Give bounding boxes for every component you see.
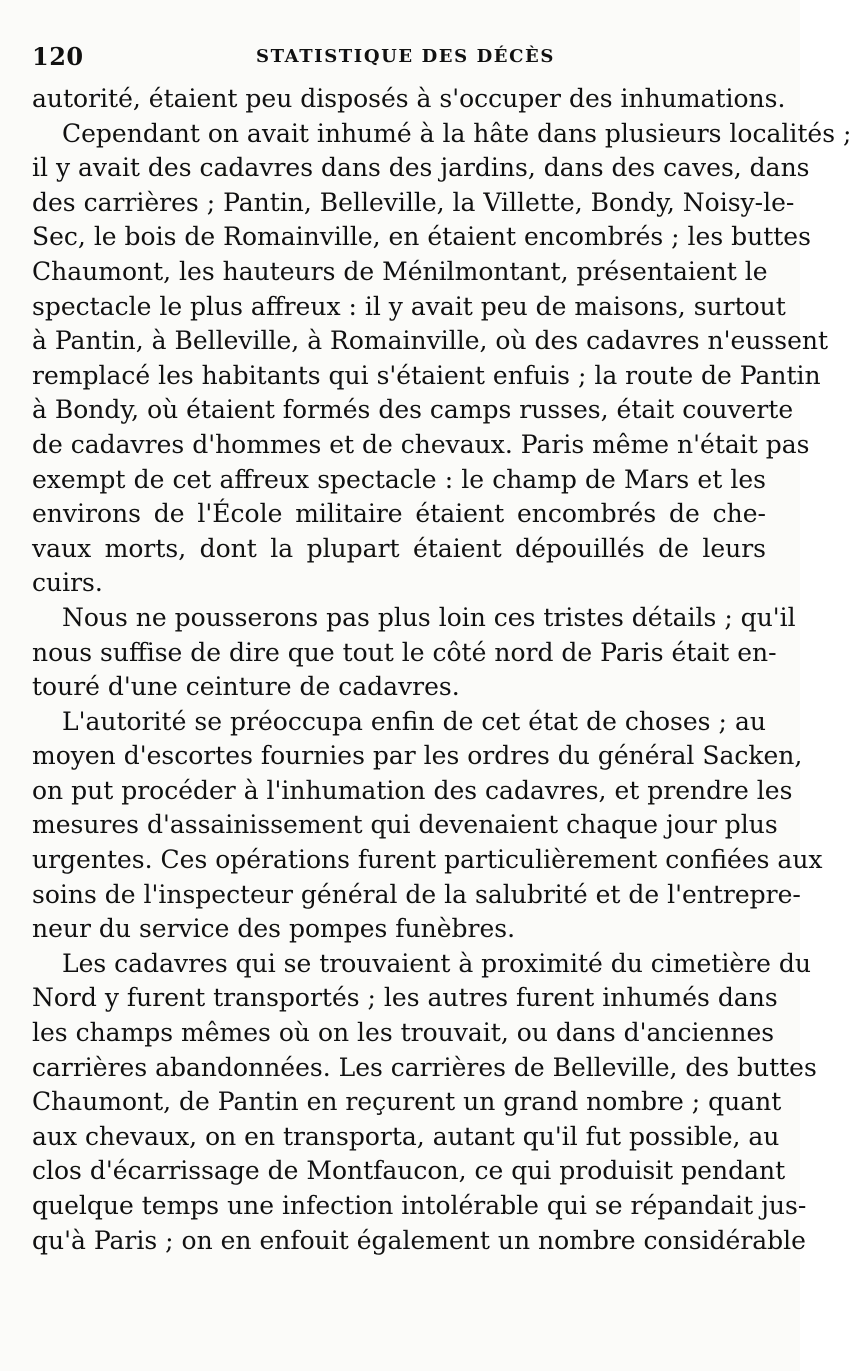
text-line: qu'à Paris ; on en enfouit également un nombre considérable — [32, 1225, 806, 1255]
page-number: 120 — [32, 42, 84, 71]
text-line: moyen d'escortes fournies par les ordres du général Sacken, — [32, 741, 803, 771]
text-line: Nous ne pousserons pas plus loin ces tristes détails ; qu'il — [62, 602, 796, 632]
text-line: il y avait des cadavres dans des jardins, dans des caves, dans — [32, 153, 810, 183]
text-line: cuirs. — [32, 568, 103, 598]
text-line: remplacé les habitants qui s'étaient enfuis ; la route de Pantin — [32, 360, 821, 390]
page-header — [30, 38, 770, 72]
text-line: Les cadavres qui se trouvaient à proximité du cimetière du — [62, 948, 811, 978]
text-line: urgentes. Ces opérations furent particulièrement confiées aux — [32, 845, 823, 875]
text-line: autorité, étaient peu disposés à s'occuper des inhumations. — [32, 84, 786, 113]
running-title: STATISTIQUE DES DÉCÈS — [256, 46, 555, 67]
text-line: mesures d'assainissement qui devenaient chaque jour plus — [32, 810, 778, 840]
text-line: quelque temps une infection intolérable qui se répandait jus- — [32, 1191, 807, 1220]
body-text — [32, 82, 851, 1258]
text-line: de cadavres d'hommes et de chevaux. Paris même n'était pas — [32, 429, 810, 459]
text-line: soins de l'inspecteur général de la salubrité et de l'entrepre- — [32, 879, 801, 909]
text-line: aux chevaux, on en transporta, autant qu'il fut possible, au — [32, 1121, 780, 1151]
text-line: exempt de cet affreux spectacle : le champ de Mars et les — [32, 464, 766, 494]
text-line: Nord y furent transportés ; les autres furent inhumés dans — [32, 983, 778, 1013]
text-line: vaux morts, dont la plupart étaient dépouillés de leurs — [32, 533, 766, 563]
text-line: à Bondy, où étaient formés des camps russes, était couverte — [32, 395, 794, 425]
text-line: nous suffise de dire que tout le côté nord de Paris était en- — [32, 637, 777, 667]
text-line: touré d'une ceinture de cadavres. — [32, 672, 460, 702]
text-line: clos d'écarrissage de Montfaucon, ce qui produisit pendant — [32, 1156, 786, 1186]
text-line: environs de l'École militaire étaient encombrés de che- — [32, 499, 766, 529]
text-line: Chaumont, de Pantin en reçurent un grand nombre ; quant — [32, 1087, 782, 1117]
text-line: spectacle le plus affreux : il y avait peu de maisons, surtout — [32, 291, 786, 321]
text-line: Sec, le bois de Romainville, en étaient encombrés ; les buttes — [32, 222, 811, 252]
text-line: L'autorité se préoccupa enfin de cet état de choses ; au — [62, 706, 766, 736]
text-line: des carrières ; Pantin, Belleville, la Villette, Bondy, Noisy-le- — [32, 187, 795, 217]
text-line: les champs mêmes où on les trouvait, ou dans d'anciennes — [32, 1018, 775, 1048]
text-line: carrières abandonnées. Les carrières de Belleville, des buttes — [32, 1052, 817, 1082]
text-line: à Pantin, à Belleville, à Romainville, où des cadavres n'eussent — [32, 326, 829, 356]
text-line: on put procéder à l'inhumation des cadavres, et prendre les — [32, 775, 793, 805]
text-line: Chaumont, les hauteurs de Ménilmontant, présentaient le — [32, 256, 768, 286]
text-line: Cependant on avait inhumé à la hâte dans plusieurs localités ; — [62, 118, 851, 148]
text-line: neur du service des pompes funèbres. — [32, 914, 516, 944]
